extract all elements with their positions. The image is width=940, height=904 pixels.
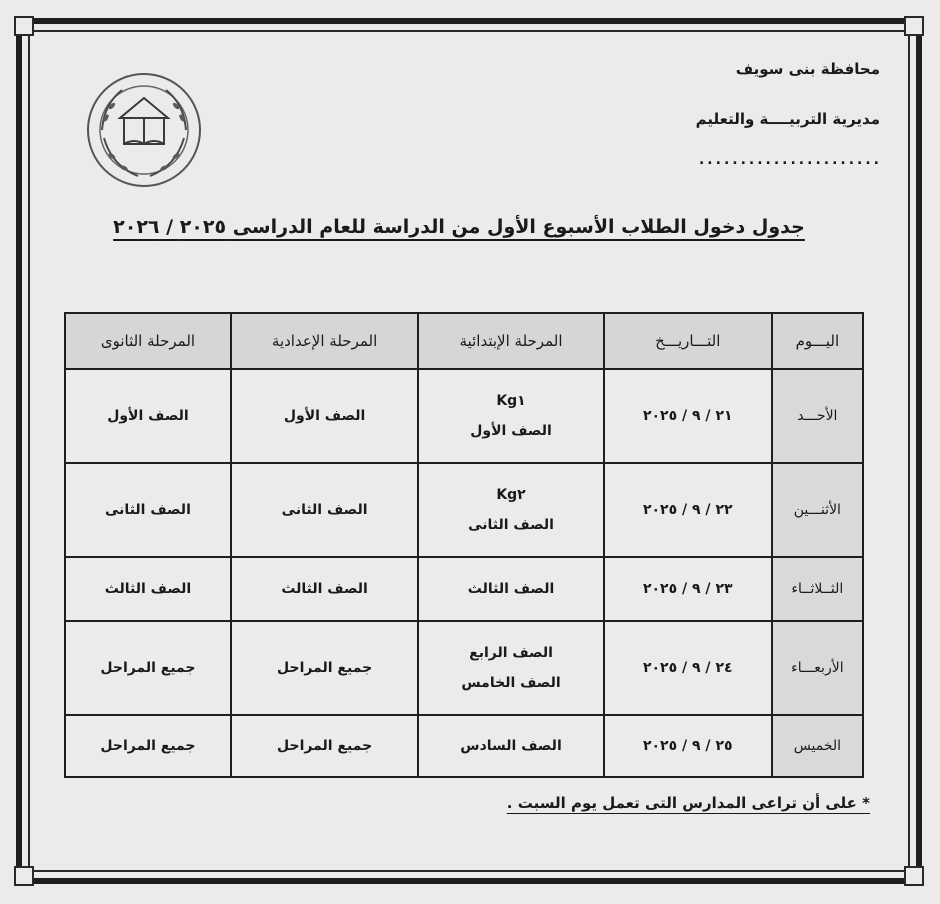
secondary-cell: جميع المراحل: [65, 715, 231, 777]
primary-cell: [418, 463, 603, 557]
footnote: * على أن تراعى المدارس التى تعمل يوم السبت .: [506, 794, 870, 812]
primary-grade: الصف الأول: [470, 423, 552, 439]
col-header-day: اليـــوم: [772, 313, 863, 369]
preparatory-cell: الصف الثانى: [231, 463, 418, 557]
col-header-primary: المرحلة الإبتدائية: [418, 313, 603, 369]
primary-grade: الصف الثانى: [468, 517, 554, 533]
date-cell: ٢٤ / ٩ / ٢٠٢٥: [604, 621, 772, 715]
document-title: جدول دخول الطلاب الأسبوع الأول من الدراسة للعام الدراسى ٢٠٢٥ / ٢٠٢٦: [113, 216, 805, 238]
primary-grade: الصف الثالث: [467, 581, 555, 597]
col-header-secondary: المرحلة الثانوى: [65, 313, 231, 369]
preparatory-cell: الصف الثالث: [231, 557, 418, 621]
frame-corner: [904, 16, 924, 36]
day-cell: الثــلاثــاء: [772, 557, 863, 621]
primary-cell: [418, 621, 603, 715]
primary-cell: [418, 715, 603, 777]
primary-grade: الصف السادس: [460, 738, 562, 754]
table-row: [65, 369, 863, 463]
secondary-cell: جميع المراحل: [65, 621, 231, 715]
preparatory-cell: جميع المراحل: [231, 621, 418, 715]
frame-corner: [904, 866, 924, 886]
date-cell: ٢٥ / ٩ / ٢٠٢٥: [604, 715, 772, 777]
header-dotted-line: ......................: [698, 152, 882, 168]
secondary-cell: الصف الثانى: [65, 463, 231, 557]
frame-corner: [14, 16, 34, 36]
directorate-name: مديرية التربيــــة والتعليم: [695, 110, 880, 128]
day-cell: الخميس: [772, 715, 863, 777]
preparatory-cell: جميع المراحل: [231, 715, 418, 777]
table-row: [65, 715, 863, 777]
ministry-seal-logo: [82, 68, 206, 192]
governorate-name: محافظة بنى سويف: [735, 60, 880, 78]
primary-grade: Kg١: [496, 393, 526, 409]
date-cell: ٢٣ / ٩ / ٢٠٢٥: [604, 557, 772, 621]
preparatory-cell: الصف الأول: [231, 369, 418, 463]
primary-cell: [418, 369, 603, 463]
secondary-cell: الصف الثالث: [65, 557, 231, 621]
day-cell: الأربعـــاء: [772, 621, 863, 715]
primary-grade: الصف الخامس: [461, 675, 561, 691]
day-cell: الأحـــد: [772, 369, 863, 463]
date-cell: ٢١ / ٩ / ٢٠٢٥: [604, 369, 772, 463]
secondary-cell: الصف الأول: [65, 369, 231, 463]
primary-grade: Kg٢: [496, 487, 526, 503]
table-row: [65, 557, 863, 621]
col-header-preparatory: المرحلة الإعدادية: [231, 313, 418, 369]
schedule-table: [64, 312, 864, 778]
col-header-date: التـــاريـــخ: [604, 313, 772, 369]
date-cell: ٢٢ / ٩ / ٢٠٢٥: [604, 463, 772, 557]
day-cell: الأثنـــين: [772, 463, 863, 557]
primary-grade: الصف الرابع: [469, 645, 553, 661]
table-row: [65, 463, 863, 557]
table-row: [65, 621, 863, 715]
primary-cell: [418, 557, 603, 621]
frame-corner: [14, 866, 34, 886]
table-header-row: [65, 313, 863, 369]
